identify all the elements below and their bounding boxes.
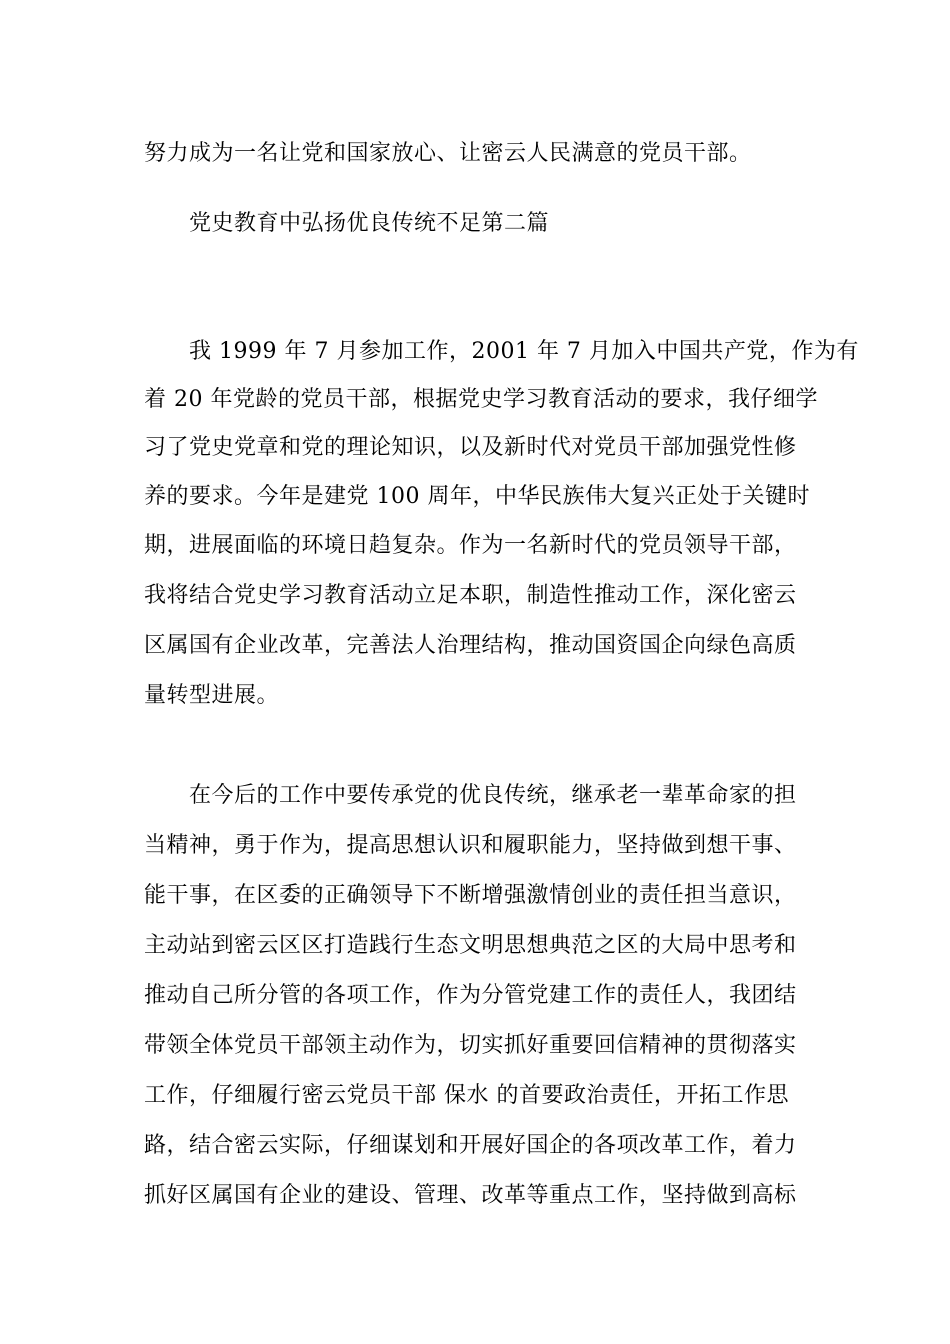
paragraph-2-line-4: 养的要求。今年是建党 100 周年，中华民族伟大复兴正处于关键时 bbox=[144, 484, 810, 509]
paragraph-2-line-5: 期，进展面临的环境日趋复杂。作为一名新时代的党员领导干部， bbox=[144, 533, 797, 558]
paragraph-2-line-3: 习了党史党章和党的理论知识，以及新时代对党员干部加强党性修 bbox=[144, 435, 797, 460]
paragraph-2-line-8: 量转型进展。 bbox=[144, 683, 280, 708]
paragraph-2-line-7: 区属国有企业改革，完善法人治理结构，推动国资国企向绿色高质 bbox=[144, 633, 797, 658]
paragraph-3-line-1: 在今后的工作中要传承党的优良传统，继承老一辈革命家的担 bbox=[189, 783, 797, 808]
paragraph-3-line-6: 带领全体党员干部领主动作为，切实抓好重要回信精神的贯彻落实 bbox=[144, 1033, 797, 1058]
paragraph-2-line-2: 着 20 年党龄的党员干部，根据党史学习教育活动的要求，我仔细学 bbox=[144, 387, 818, 412]
paragraph-2-line-6: 我将结合党史学习教育活动立足本职，制造性推动工作，深化密云 bbox=[144, 583, 797, 608]
paragraph-3-line-4: 主动站到密云区区打造践行生态文明思想典范之区的大局中思考和 bbox=[144, 933, 797, 958]
paragraph-3-line-3: 能干事，在区委的正确领导下不断增强激情创业的责任担当意识， bbox=[144, 883, 797, 908]
paragraph-2-line-1: 我 1999 年 7 月参加工作，2001 年 7 月加入中国共产党，作为有 bbox=[189, 339, 859, 364]
paragraph-3-line-2: 当精神，勇于作为，提高思想认识和履职能力，坚持做到想干事、 bbox=[144, 833, 797, 858]
paragraph-3-line-8: 路，结合密云实际，仔细谋划和开展好国企的各项改革工作，着力 bbox=[144, 1133, 797, 1158]
paragraph-3-line-7: 工作，仔细履行密云党员干部 保水 的首要政治责任，开拓工作思 bbox=[144, 1083, 789, 1108]
paragraph-1-line-1: 努力成为一名让党和国家放心、让密云人民满意的党员干部。 bbox=[144, 141, 752, 166]
paragraph-3-line-5: 推动自己所分管的各项工作，作为分管党建工作的责任人，我团结 bbox=[144, 983, 797, 1008]
section-heading: 党史教育中弘扬优良传统不足第二篇 bbox=[189, 211, 550, 236]
paragraph-3-line-9: 抓好区属国有企业的建设、管理、改革等重点工作，坚持做到高标 bbox=[144, 1183, 797, 1208]
